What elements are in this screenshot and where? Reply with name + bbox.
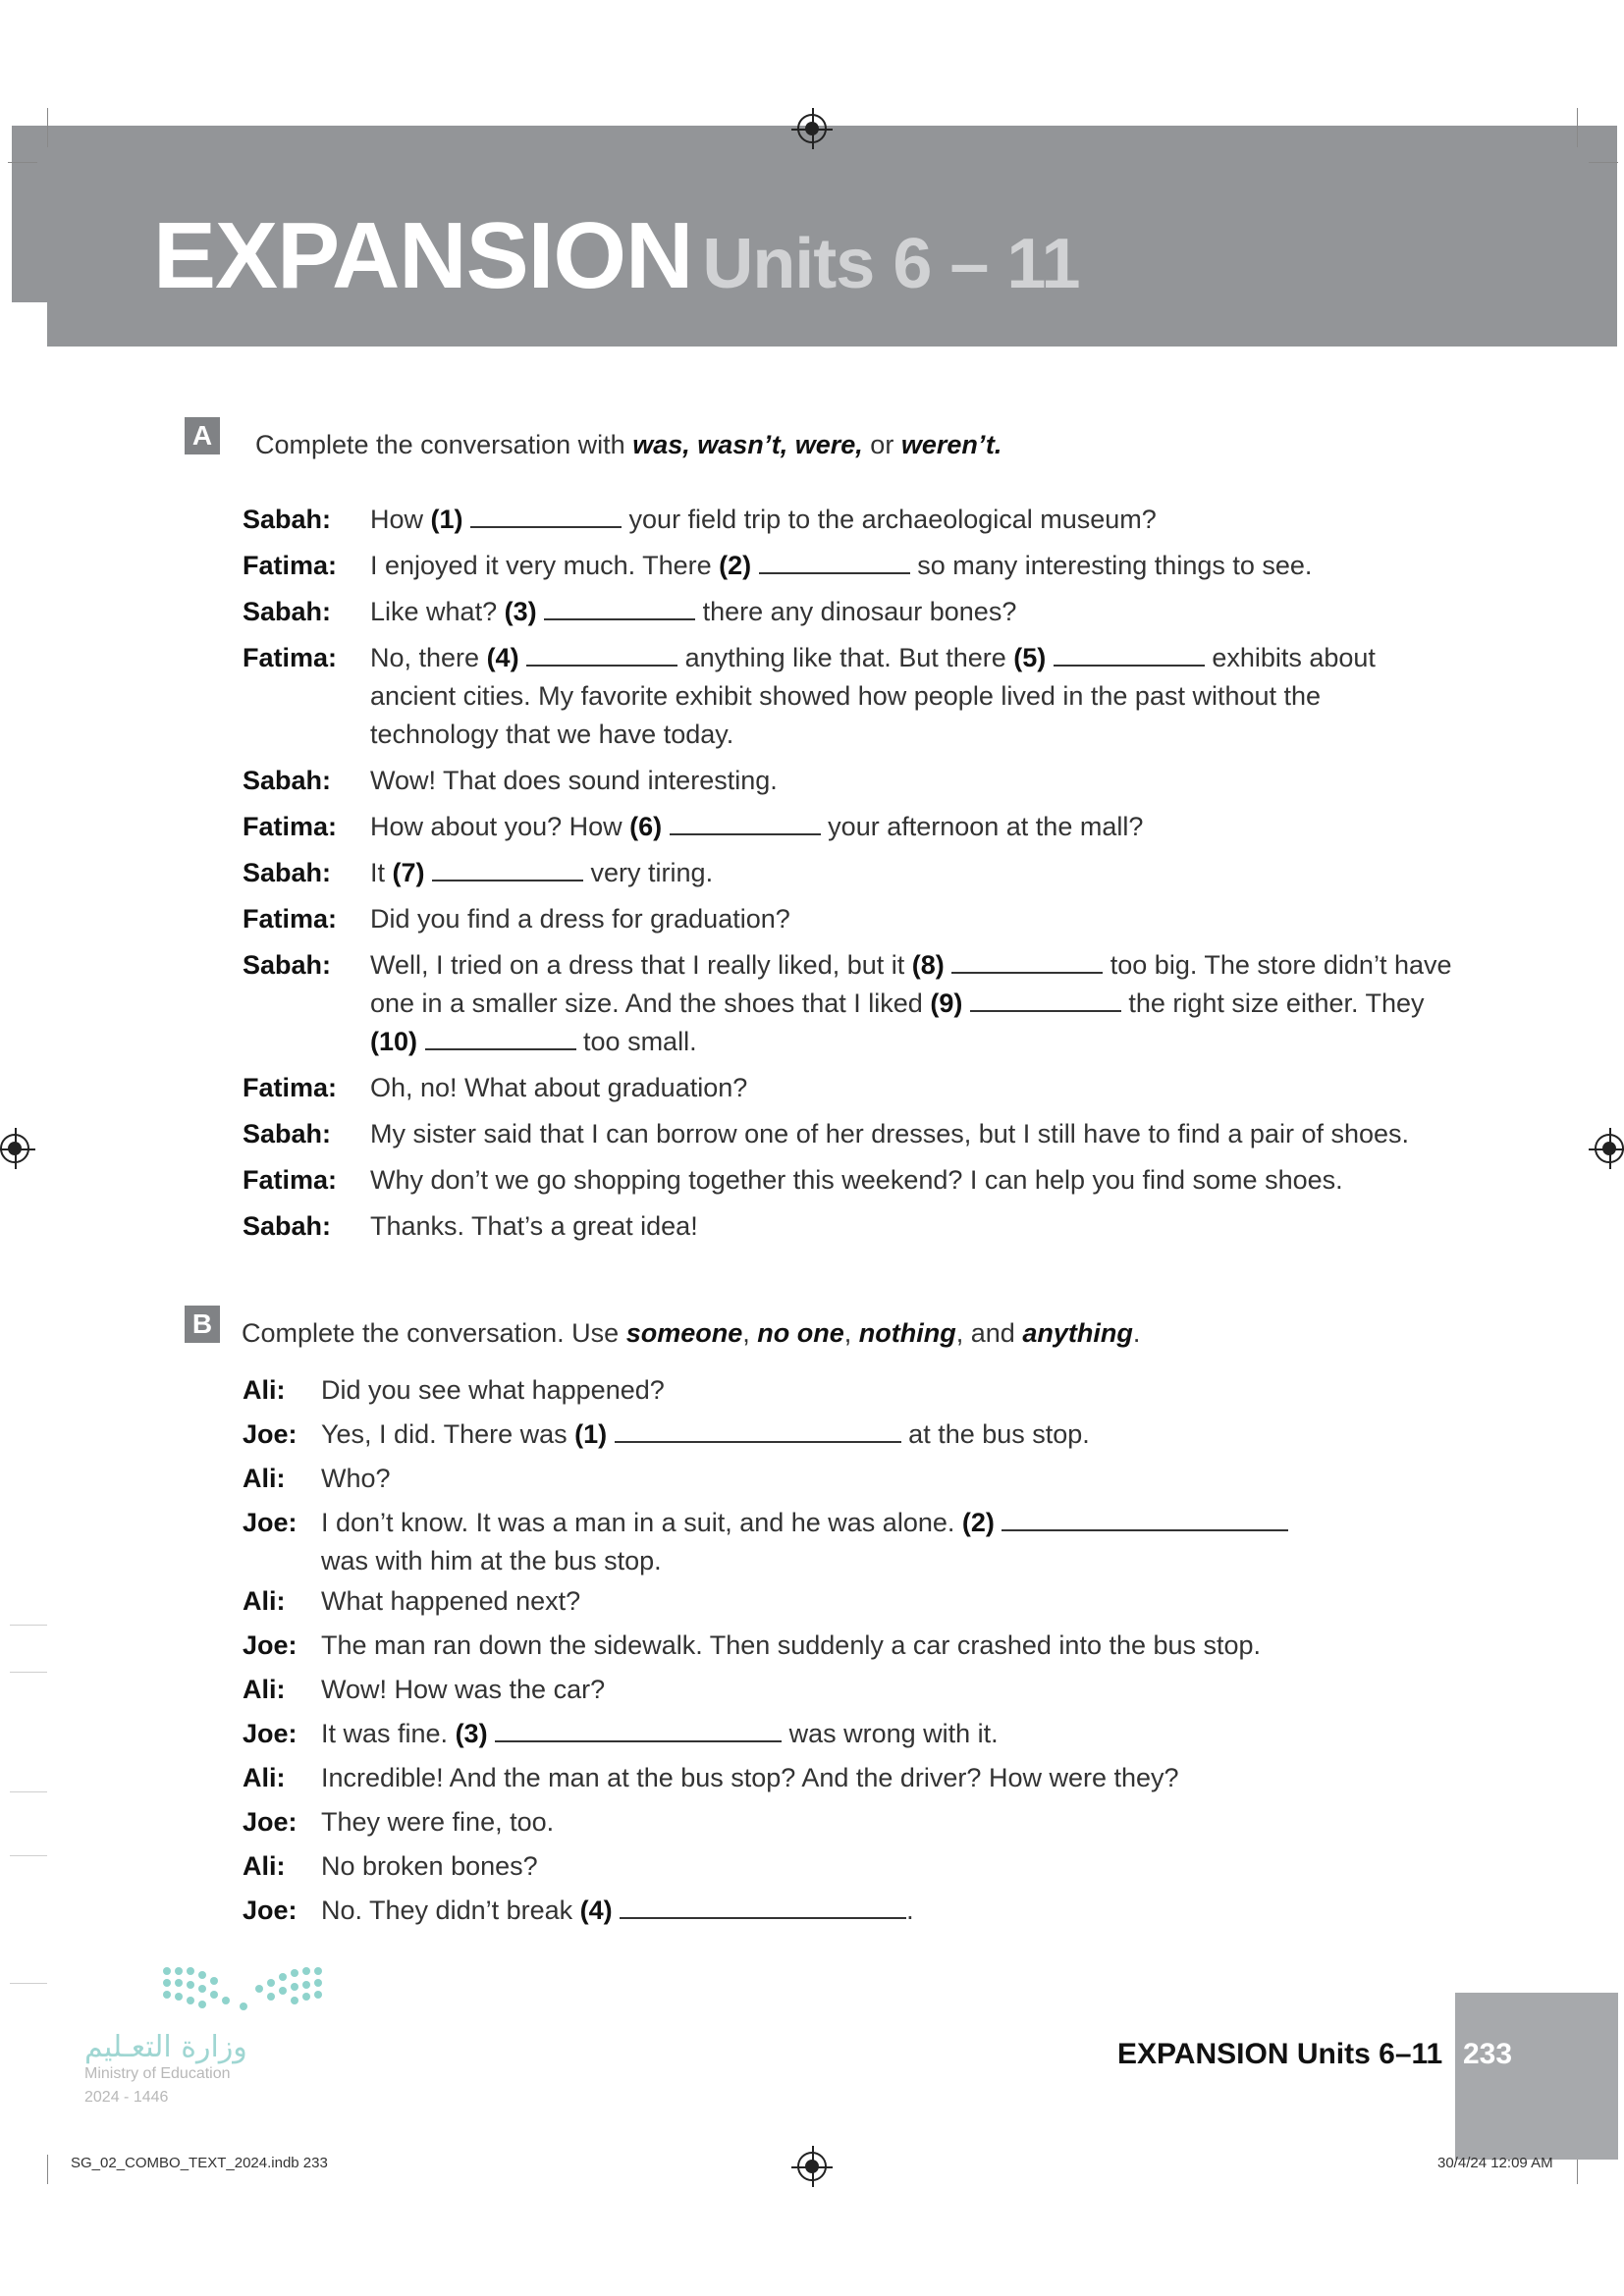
line-text: No broken bones? [321,1851,538,1881]
line-text: Wow! How was the car? [321,1675,606,1704]
line-text: very tiring. [583,858,714,887]
answer-blank[interactable] [425,1027,576,1050]
crop-mark [47,2155,48,2184]
dialogue-text [321,1892,1499,1930]
blank-number: (8) [911,950,945,980]
line-text: My sister said that I can borrow one of her dresses, but I still have to find a pair of shoes. [370,1119,1410,1148]
dialogue-text [370,1161,1548,1200]
speaker-name: Ali: [243,1851,286,1881]
speaker-name: Joe: [243,1896,298,1925]
blank-number: (1) [574,1419,608,1449]
line-text: at the bus stop. [900,1419,1090,1449]
line-text: too small. [575,1027,697,1056]
instruction-keyword: weren’t. [900,430,1002,459]
line-text: No, there [370,643,487,672]
line-text: Oh, no! What about graduation? [370,1073,748,1102]
answer-blank[interactable] [495,1719,782,1742]
side-tick [10,1791,47,1792]
title-units: Units 6 – 11 [702,225,1080,303]
dialogue-text [370,946,1548,1061]
speaker-name: Ali: [243,1675,286,1704]
section-a-instruction [255,430,1001,460]
line-text: How about you? How [370,812,630,841]
answer-blank[interactable] [759,551,910,574]
crop-mark [8,162,37,163]
dialogue-text [370,808,1548,846]
speaker-name: Joe: [243,1719,298,1748]
file-slug: SG_02_COMBO_TEXT_2024.indb 233 [71,2155,328,2171]
line-text: there any dinosaur bones? [695,597,1017,626]
crop-mark [47,108,48,147]
speaker-name: Sabah: [243,597,332,626]
blank-number: (4) [486,643,519,672]
page-number: 233 [1463,2038,1513,2070]
dialogue-text [321,1847,1499,1886]
dialogue-text [370,1069,1548,1107]
line-text: Why don’t we go shopping together this weekend? I can help you find some shoes. [370,1165,1343,1195]
line-text: What happened next? [321,1586,581,1616]
speaker-name: Joe: [243,1419,298,1449]
line-text: so many interesting things to see. [909,551,1313,580]
dialogue-text [370,1115,1548,1153]
side-tick [10,1672,47,1673]
speaker-name: Fatima: [243,643,338,672]
ministry-name-english: Ministry of Education [84,2065,231,2082]
line-text: No. They didn’t break [321,1896,580,1925]
side-tick [10,1983,47,1984]
page-title [153,202,1080,310]
answer-blank[interactable] [432,858,583,881]
dialogue-text [321,1627,1499,1665]
date-slug: 30/4/24 12:09 AM [1437,2155,1553,2171]
dialogue-text [321,1504,1499,1580]
line-text: Who? [321,1464,391,1493]
line-text: technology that we have today. [370,720,734,749]
answer-blank[interactable] [620,1896,906,1919]
line-text: the right size either. They [1120,988,1425,1018]
speaker-name: Sabah: [243,766,332,795]
line-text: Wow! That does sound interesting. [370,766,778,795]
dialogue-text [370,900,1548,938]
speaker-name: Sabah: [243,1119,332,1148]
dialogue-text [321,1582,1499,1621]
line-text: They were fine, too. [321,1807,555,1837]
answer-blank[interactable] [970,988,1121,1012]
line-text: anything like that. But there [677,643,1014,672]
line-text: How [370,505,431,534]
blank-number: (3) [504,597,537,626]
answer-blank[interactable] [470,505,622,528]
instruction-keyword: nothing [858,1318,956,1348]
speaker-name: Sabah: [243,505,332,534]
section-b-instruction [242,1318,1140,1349]
speaker-name: Joe: [243,1807,298,1837]
speaker-name: Fatima: [243,812,338,841]
line-text: . [906,1896,914,1925]
dialogue-text [321,1415,1499,1454]
line-text: The man ran down the sidewalk. Then suddenly a car crashed into the bus stop. [321,1630,1262,1660]
instruction-text: Complete the conversation with [255,430,633,459]
instruction-text: , [742,1318,758,1348]
instruction-keywords: was, wasn’t, were, [632,430,863,459]
instruction-text: or [862,430,901,459]
line-text: I don’t know. It was a man in a suit, and he was alone. [321,1508,962,1537]
ministry-year: 2024 - 1446 [84,2089,169,2106]
dialogue-text [321,1803,1499,1842]
answer-blank[interactable] [526,643,677,667]
line-text: Thanks. That’s a great idea! [370,1211,698,1241]
answer-blank[interactable] [951,950,1103,974]
speaker-name: Fatima: [243,1165,338,1195]
speaker-name: Ali: [243,1375,286,1405]
answer-blank[interactable] [1001,1508,1288,1531]
instruction-text: Complete the conversation. Use [242,1318,626,1348]
dialogue-text [370,593,1548,631]
section-a-badge: A [185,417,220,454]
line-text: Incredible! And the man at the bus stop? And the driver? How were they? [321,1763,1179,1792]
line-text: your afternoon at the mall? [820,812,1144,841]
footer-title: EXPANSION Units 6–11 [1117,2038,1443,2070]
blank-number: (1) [430,505,463,534]
line-text: Did you see what happened? [321,1375,665,1405]
blank-number: (3) [455,1719,488,1748]
speaker-name: Fatima: [243,1073,338,1102]
speaker-name: Ali: [243,1763,286,1792]
line-text: one in a smaller size. And the shoes that I liked [370,988,931,1018]
speaker-name: Sabah: [243,858,332,887]
line-text: your field trip to the archaeological museum? [622,505,1157,534]
instruction-keyword: no one [757,1318,844,1348]
instruction-text: . [1132,1318,1141,1348]
registration-mark-icon [1595,1134,1624,1163]
blank-number: (2) [719,551,752,580]
dialogue-text [321,1460,1499,1498]
instruction-keyword: someone [625,1318,743,1348]
instruction-keyword: anything [1022,1318,1133,1348]
dialogue-text [321,1371,1499,1410]
speaker-name: Sabah: [243,950,332,980]
blank-number: (4) [579,1896,613,1925]
speaker-name: Joe: [243,1508,298,1537]
answer-blank[interactable] [544,597,695,620]
dialogue-text [370,639,1548,754]
instruction-text: , [843,1318,859,1348]
blank-number: (2) [961,1508,995,1537]
blank-number: (10) [370,1027,418,1056]
instruction-text: , and [955,1318,1023,1348]
dialogue-text [370,1207,1548,1246]
registration-mark-icon [0,1134,29,1163]
dialogue-text [370,547,1548,585]
line-text: It was fine. [321,1719,456,1748]
registration-mark-icon [797,114,827,143]
line-text: was wrong with it. [782,1719,999,1748]
section-b-badge: B [185,1306,220,1343]
line-text: ancient cities. My favorite exhibit showed how people lived in the past without the [370,681,1322,711]
speaker-name: Ali: [243,1464,286,1493]
crop-mark [1589,162,1618,163]
line-text: It [370,858,393,887]
side-tick [10,1625,47,1626]
line-text: too big. The store didn’t have [1103,950,1452,980]
speaker-name: Fatima: [243,551,338,580]
speaker-name: Fatima: [243,904,338,934]
line-text: Well, I tried on a dress that I really liked, but it [370,950,912,980]
dialogue-text [370,762,1548,800]
blank-number: (6) [629,812,663,841]
blank-number: (7) [392,858,425,887]
line-text: I enjoyed it very much. There [370,551,720,580]
answer-blank[interactable] [615,1419,901,1443]
line-text: Did you find a dress for graduation? [370,904,790,934]
answer-blank[interactable] [1054,643,1205,667]
answer-blank[interactable] [670,812,821,835]
dialogue-text [370,854,1548,892]
blank-number: (5) [1013,643,1047,672]
dialogue-text [321,1671,1499,1709]
line-text: Like what? [370,597,505,626]
crop-mark [1577,108,1578,147]
line-text: exhibits about [1204,643,1376,672]
title-main: EXPANSION [153,203,693,308]
dialogue-text [370,501,1548,539]
line-text: Yes, I did. There was [321,1419,575,1449]
line-text: was with him at the bus stop. [321,1546,662,1575]
speaker-name: Ali: [243,1586,286,1616]
speaker-name: Sabah: [243,1211,332,1241]
side-tick [10,1855,47,1856]
dialogue-text [321,1715,1499,1753]
page-number-tab [1455,1993,1618,2160]
ministry-name-arabic: وزارة التعـليم [84,2030,247,2064]
dialogue-text [321,1759,1499,1797]
blank-number: (9) [930,988,963,1018]
registration-mark-icon [797,2152,827,2181]
speaker-name: Joe: [243,1630,298,1660]
